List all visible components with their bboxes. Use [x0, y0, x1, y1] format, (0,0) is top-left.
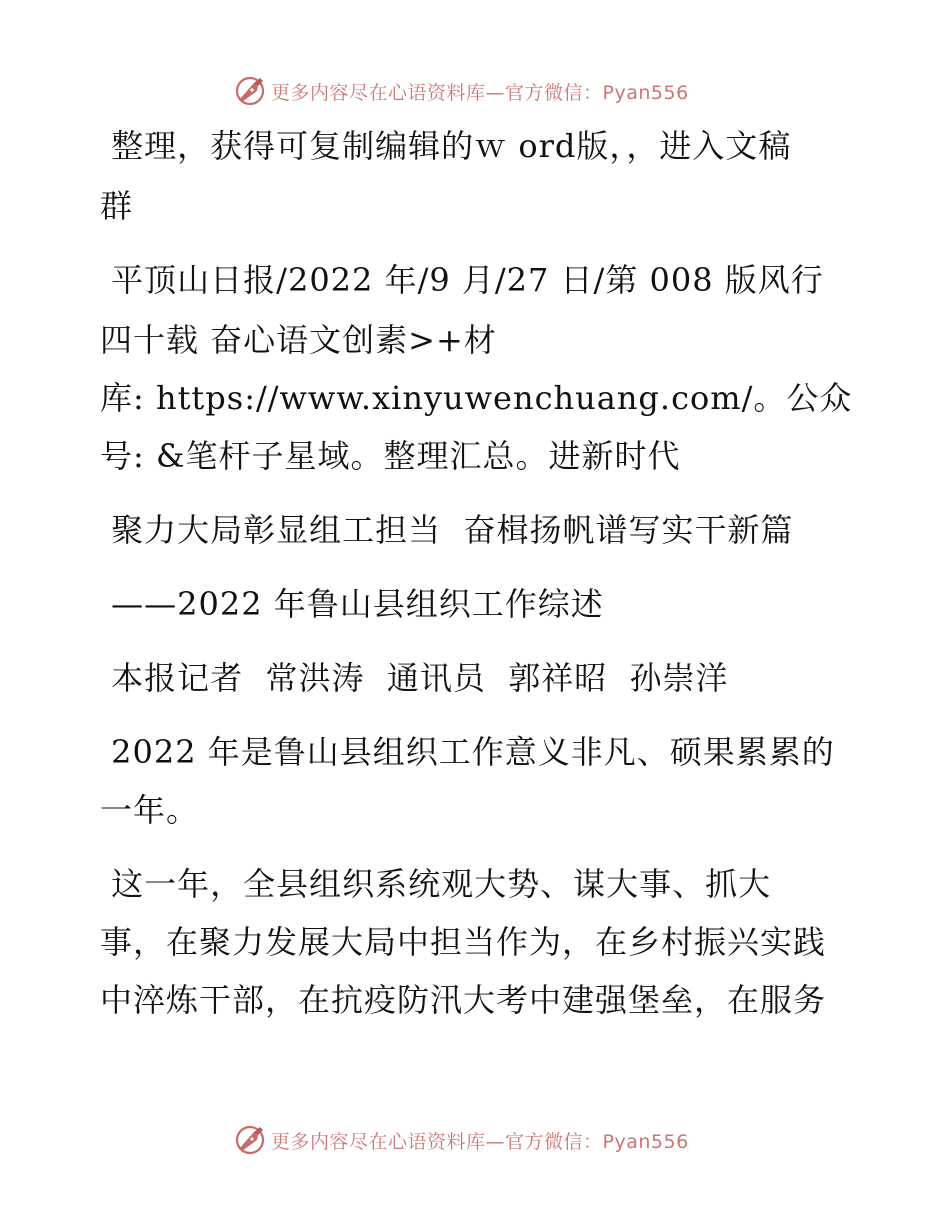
text-line: 事，在聚力发展大局中担当作为，在乡村振兴实践 — [100, 923, 827, 961]
text-line: 四十载 奋心语文创素>+材 — [100, 321, 497, 359]
text-line: 库: https://www.xinyuwenchuang.com/。公众 — [100, 379, 853, 417]
text-line: ——2022 年鲁山县组织工作综述 — [100, 585, 604, 623]
pen-nib-logo-icon — [233, 74, 267, 108]
text-line: 本报记者 常洪涛 通讯员 郭祥昭 孙崇洋 — [100, 659, 729, 697]
text-line: 群 — [100, 187, 134, 225]
watermark-text: 更多内容尽在心语资料库—官方微信：Pyan556 — [271, 1130, 689, 1153]
footer-watermark — [0, 1120, 950, 1160]
text-line: 聚力大局彰显组工担当 奋楫扬帆谱写实干新篇 — [100, 511, 794, 549]
text-line: 一年。 — [100, 791, 200, 829]
text-line: 2022 年是鲁山县组织工作意义非凡、硕果累累的 — [100, 733, 835, 771]
text-line: 平顶山日报/2022 年/9 月/27 日/第 008 版风行 — [100, 261, 824, 299]
text-line: 这一年，全县组织系统观大势、谋大事、抓大 — [100, 865, 772, 903]
pen-nib-logo-icon — [233, 1123, 267, 1157]
header-watermark — [0, 71, 950, 111]
text-line: 中淬炼干部，在抗疫防汛大考中建强堡垒，在服务 — [100, 981, 827, 1019]
text-line: 号: &笔杆子星域。整理汇总。进新时代 — [100, 437, 681, 475]
watermark-text: 更多内容尽在心语资料库—官方微信：Pyan556 — [271, 81, 689, 104]
text-line: 整理，获得可复制编辑的ｗ ord版，，进入文稿 — [100, 127, 792, 165]
